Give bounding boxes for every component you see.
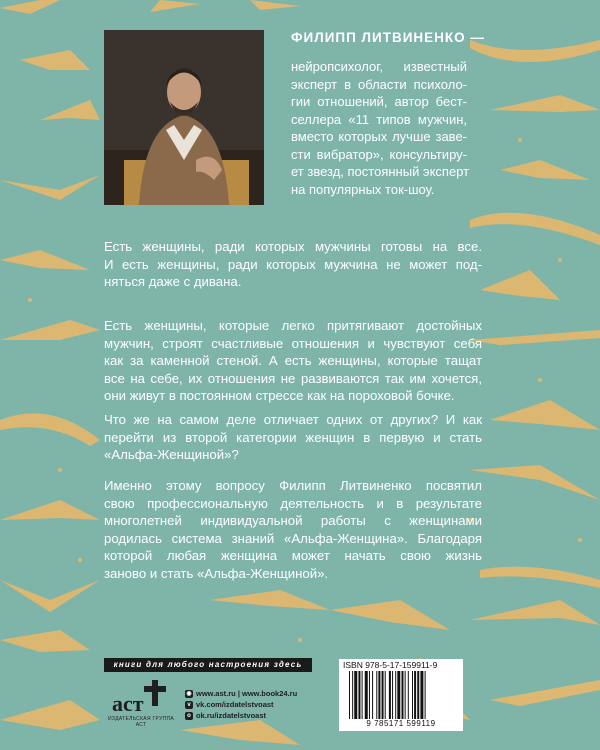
author-bio-line: на популярных ток-шоу. — [291, 181, 435, 197]
blurb-paragraph-3 — [104, 411, 482, 464]
publisher-caption: ИЗДАТЕЛЬСКАЯ ГРУППА АСТ — [108, 716, 174, 728]
vk-link[interactable] — [185, 699, 297, 710]
vk-icon: v — [185, 701, 193, 709]
barcode-bar — [405, 671, 406, 719]
barcode — [347, 671, 457, 719]
blurb-paragraph-2 — [104, 317, 482, 405]
author-bio-line: нейропсихолог, известный — [291, 59, 467, 74]
blurb-line: как за каменной стеной. А есть женщины, которые тащат — [104, 353, 482, 368]
barcode-bar — [392, 671, 393, 719]
barcode-bar — [408, 671, 409, 719]
author-bio — [291, 58, 470, 198]
blurb-paragraph-4 — [104, 477, 482, 582]
website-link[interactable] — [185, 688, 297, 699]
author-bio-line: селлера «11 типов мужчин, — [291, 111, 467, 127]
barcode-bar — [389, 671, 391, 719]
author-name: ФИЛИПП ЛИТВИНЕНКО — — [291, 30, 485, 45]
blurb-line: которой любая женщина может начать свою жизнь — [104, 548, 482, 563]
barcode-bar — [417, 671, 419, 719]
blurb-line: родилась система знаний «Альфа-Женщина». Благодаря — [104, 530, 482, 546]
author-photo — [104, 30, 264, 205]
blurb-line: все на себе, их отношения не развиваются так им хочется, — [104, 370, 482, 386]
blurb-line: Есть женщины, ради которых мужчины готовы на все. — [104, 239, 482, 254]
ok-icon: o — [185, 712, 193, 720]
isbn-barcode-box — [339, 659, 463, 731]
barcode-bar — [354, 671, 357, 719]
blurb-line: И есть женщины, ради которых мужчина не может под- — [104, 256, 482, 272]
slogan-strip: книги для любого настроения здесь — [104, 658, 312, 672]
barcode-bar — [397, 671, 400, 719]
author-bio-line: ет звезд, постоянный эксперт — [291, 164, 470, 179]
blurb-line: Есть женщины, которые легко притягивают достойных — [104, 318, 482, 333]
barcode-bar — [369, 671, 370, 719]
publisher-links — [185, 688, 297, 721]
barcode-bar — [420, 671, 423, 719]
author-bio-line: эксперт в области психоло- — [291, 76, 467, 92]
blurb-line: заново и стать «Альфа-Женщиной». — [104, 565, 329, 581]
barcode-bar — [425, 671, 426, 719]
barcode-bar — [352, 671, 353, 719]
globe-icon: ◉ — [186, 690, 192, 697]
blurb-line: перейти из второй категории женщин в первую и стать — [104, 429, 482, 445]
ast-logo-text: аст — [112, 691, 144, 716]
vk-link-text: vk.com/izdatelstvoast — [196, 700, 274, 709]
blurb-line: Именно этому вопросу Филипп Литвиненко посвятил — [104, 478, 482, 493]
blurb-paragraph-1 — [104, 238, 482, 291]
barcode-bar — [414, 671, 416, 719]
barcode-bar — [376, 671, 377, 719]
barcode-bar — [358, 671, 360, 719]
barcode-bar — [349, 671, 350, 719]
blurb-line: многолетней индивидуальной работы с женщинами — [104, 513, 482, 528]
blurb-line: «Альфа-Женщиной»? — [104, 447, 239, 462]
barcode-bar — [402, 671, 404, 719]
barcode-number: 9 785171 599119 — [366, 719, 436, 728]
author-bio-line: вместо которых лучше заве- — [291, 129, 467, 144]
blurb-line: няться даже с дивана. — [104, 274, 242, 289]
barcode-bar — [395, 671, 396, 719]
isbn-text: ISBN 978-5-17-159911-9 — [343, 660, 438, 670]
ok-link[interactable] — [185, 710, 297, 721]
blurb-line: мужчин, строят счастливые отношения и чувствуют себя — [104, 335, 482, 351]
ok-link-text: ok.ru/izdatelstvoast — [196, 711, 267, 720]
blurb-line: свою профессиональную деятельность и в результате — [104, 495, 482, 511]
barcode-bar — [382, 671, 384, 719]
website-link-text: www.ast.ru | www.book24.ru — [196, 689, 298, 698]
barcode-bar — [362, 671, 363, 719]
barcode-bar — [385, 671, 386, 719]
barcode-bar — [365, 671, 368, 719]
author-bio-line: сти вибратор», консультиру- — [291, 146, 467, 162]
barcode-bar — [412, 671, 413, 719]
blurb-line: они живут в постоянном стрессе как на пороховой бочке. — [104, 388, 455, 403]
barcode-bar — [372, 671, 373, 719]
author-bio-line: гии отношений, автор бест- — [291, 94, 467, 109]
blurb-line: Что же на самом деле отличает одних от других? И как — [104, 412, 482, 427]
barcode-bar — [378, 671, 380, 719]
